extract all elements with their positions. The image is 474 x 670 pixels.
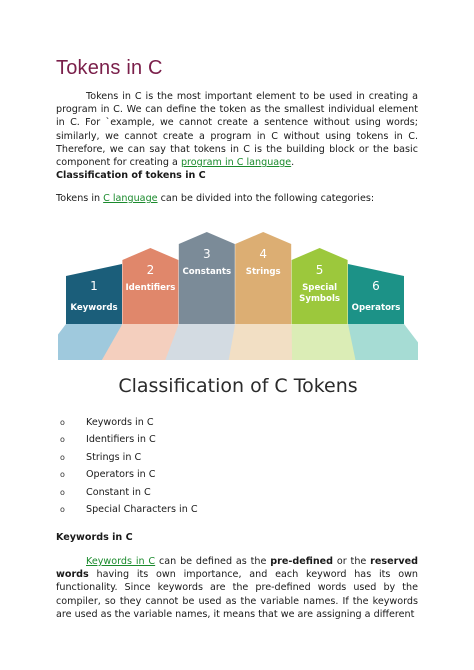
page-title: Tokens in C: [56, 57, 163, 79]
token-card-number: 3: [202, 247, 211, 261]
token-card: [348, 264, 404, 324]
token-list-item: [60, 466, 198, 483]
keywords-heading: Keywords in C: [56, 532, 133, 543]
bullet-glyph: o: [60, 487, 65, 497]
diagram-title: Classification of C Tokens: [118, 375, 358, 397]
categories-line: [56, 193, 374, 204]
card-shadow: [348, 324, 418, 360]
keywords-text-1: can be defined as the: [155, 556, 271, 567]
token-list-label: Identifiers in C: [86, 434, 156, 446]
token-list-item: [60, 431, 198, 448]
token-card-label: Strings: [245, 267, 281, 277]
token-list-item: [60, 484, 198, 501]
token-list-item: [60, 414, 198, 431]
categories-after: can be divided into the following categories:: [157, 193, 375, 204]
token-list-label: Keywords in C: [86, 417, 154, 428]
token-list-label: Operators in C: [86, 469, 156, 481]
token-classification-diagram: [58, 222, 418, 404]
token-card-label: Keywords: [70, 303, 118, 313]
keywords-paragraph: [56, 555, 418, 621]
categories-before: Tokens in: [56, 193, 104, 204]
bullet-glyph: o: [60, 435, 65, 445]
intro-end: .: [291, 157, 295, 169]
keywords-text-3: having its own importance, and each keyword has its own functionality. Since keywords are the pre-defined words used by the compiler, so they cannot be used as the variable names. If the keywords are used as the variable names, it means that we are assigning a different: [56, 569, 418, 620]
token-list-label: Constant in C: [86, 486, 151, 498]
program-in-c-link[interactable]: program in C language: [180, 157, 292, 169]
token-card: [235, 232, 291, 324]
token-card-number: 1: [90, 279, 98, 293]
token-card: [179, 232, 235, 324]
token-card: [66, 264, 122, 324]
token-card-number: 6: [372, 279, 380, 293]
bullet-glyph: o: [60, 504, 65, 514]
token-card-label: Operators: [351, 303, 401, 313]
token-list-item: [60, 449, 198, 466]
intro-text: Tokens in C is the most important element to be used in creating a program in C. We can define the token as the smallest individual element in C. For `example, we cannot create a sentence without using words; similarly, we cannot create a program in C without using tokens in C. Therefore, we can say that tokens in C is the building block or the basic component for creating a: [56, 91, 418, 169]
token-card-label: Identifiers: [125, 283, 176, 293]
token-card-label: Special Symbols: [299, 283, 341, 304]
pre-defined-bold: pre-defined: [270, 556, 334, 567]
token-list-item: [60, 501, 198, 518]
c-language-link[interactable]: C language: [103, 193, 158, 204]
bullet-glyph: o: [60, 470, 65, 480]
bullet-glyph: o: [60, 452, 65, 462]
intro-paragraph: [56, 90, 418, 169]
token-list-label: Special Characters in C: [86, 503, 198, 515]
token-card-number: 4: [259, 247, 268, 261]
token-card-label: Constants: [182, 267, 232, 277]
token-card-number: 5: [315, 263, 324, 277]
keywords-text-2: or the: [333, 556, 371, 567]
bullet-glyph: o: [60, 418, 65, 427]
token-card-number: 2: [146, 263, 155, 277]
reserved-words-bold: reserved words: [56, 556, 418, 581]
classification-heading: Classification of tokens in C: [56, 170, 206, 181]
keywords-in-c-link[interactable]: Keywords in C: [86, 556, 156, 567]
token-list: [60, 414, 198, 518]
token-list-label: Strings in C: [86, 451, 142, 463]
